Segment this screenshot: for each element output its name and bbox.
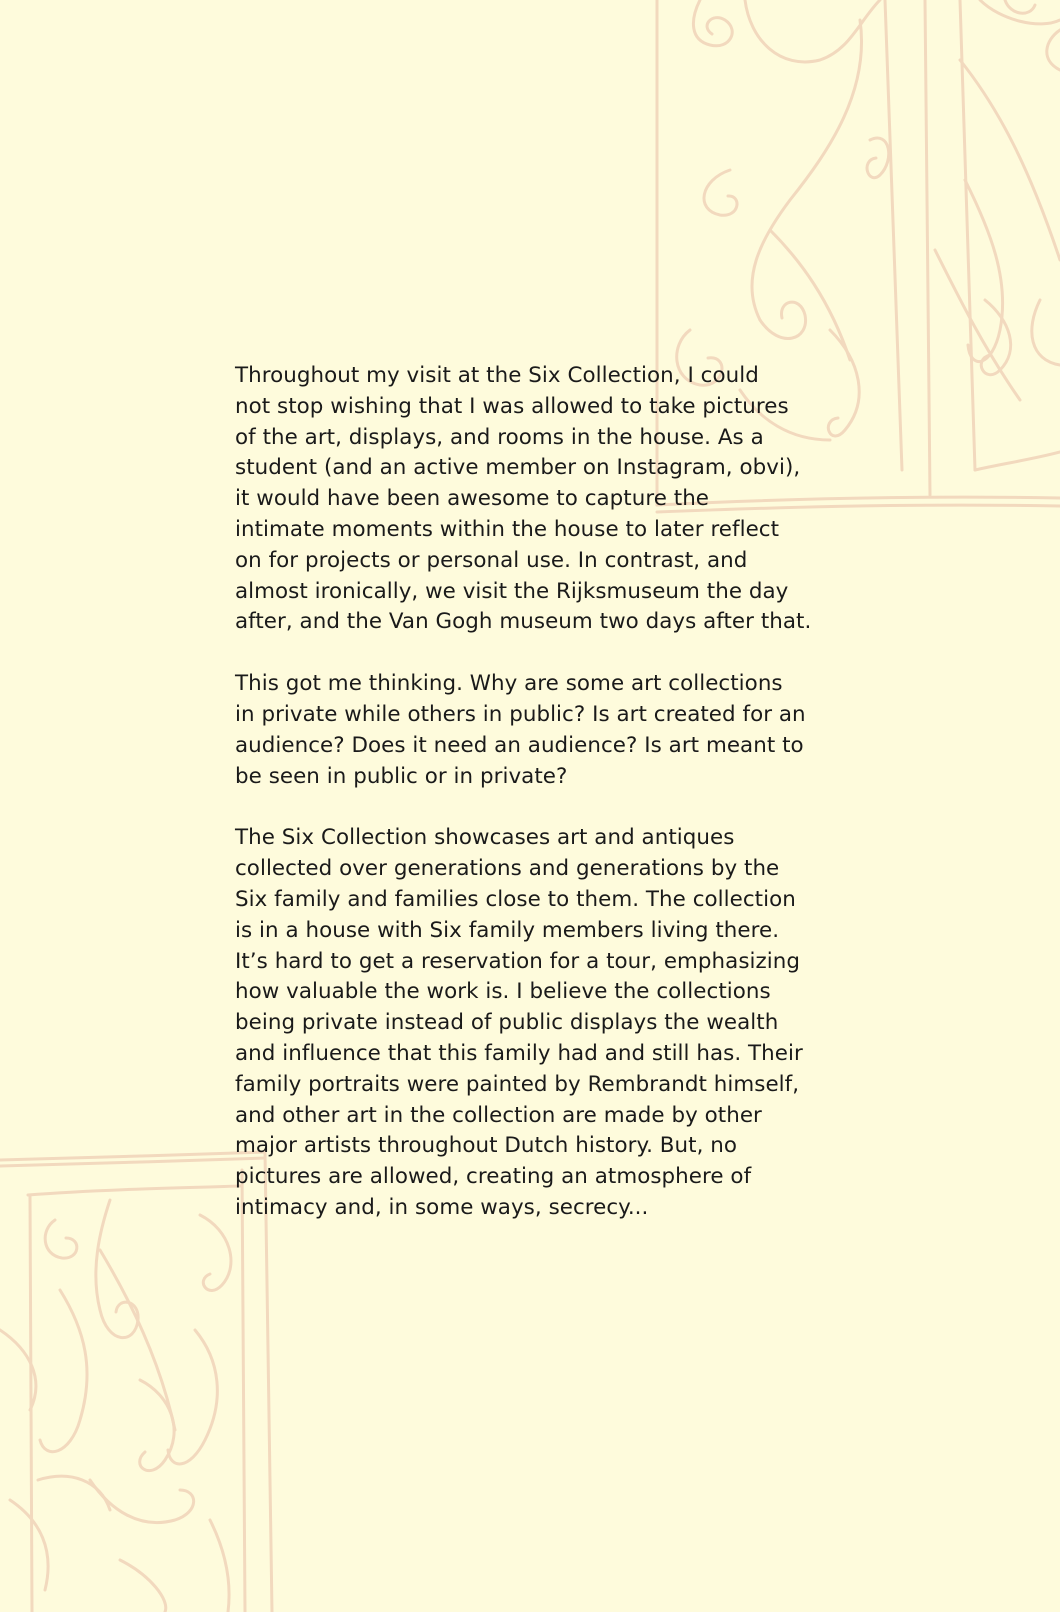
text-line: of the art, displays, and rooms in the house. As a: [235, 424, 764, 450]
paragraph-visit: [235, 361, 875, 638]
text-line: pictures are allowed, creating an atmosphere of: [235, 1164, 752, 1190]
text-line: intimacy and, in some ways, secrecy...: [235, 1194, 649, 1220]
text-line: This got me thinking. Why are some art collections: [235, 671, 783, 697]
text-line: being private instead of public displays the wealth: [235, 1010, 779, 1036]
text-line: on for projects or personal use. In contrast, and: [235, 547, 748, 573]
text-line: The Six Collection showcases art and antiques: [235, 825, 735, 851]
text-line: It’s hard to get a reservation for a tour, emphasizing: [235, 948, 801, 974]
text-line: is in a house with Six family members living there.: [235, 917, 780, 943]
text-line: collected over generations and generations by the: [235, 856, 780, 882]
text-line: not stop wishing that I was allowed to take pictures: [235, 393, 789, 419]
text-line: in private while others in public? Is art created for an: [235, 701, 806, 727]
text-line: and influence that this family had and still has. Their: [235, 1040, 803, 1066]
text-line: Throughout my visit at the Six Collection, I could: [235, 363, 759, 388]
text-line: how valuable the work is. I believe the collections: [235, 979, 771, 1005]
text-line: and other art in the collection are made by other: [235, 1102, 762, 1128]
text-line: almost ironically, we visit the Rijksmuseum the day: [235, 578, 789, 604]
text-line: intimate moments within the house to later reflect: [235, 516, 780, 542]
text-line: after, and the Van Gogh museum two days after that.: [235, 609, 812, 635]
text-line: Six family and families close to them. The collection: [235, 886, 796, 912]
article-body: [235, 361, 875, 1255]
paragraph-six-collection: [235, 823, 875, 1223]
paragraph-questions: [235, 669, 875, 792]
text-line: be seen in public or in private?: [235, 763, 568, 789]
text-line: student (and an active member on Instagram, obvi),: [235, 455, 801, 481]
text-line: family portraits were painted by Rembrandt himself,: [235, 1071, 800, 1097]
text-line: it would have been awesome to capture the: [235, 486, 710, 512]
text-line: major artists throughout Dutch history. But, no: [235, 1133, 738, 1159]
text-line: audience? Does it need an audience? Is art meant to: [235, 732, 804, 758]
